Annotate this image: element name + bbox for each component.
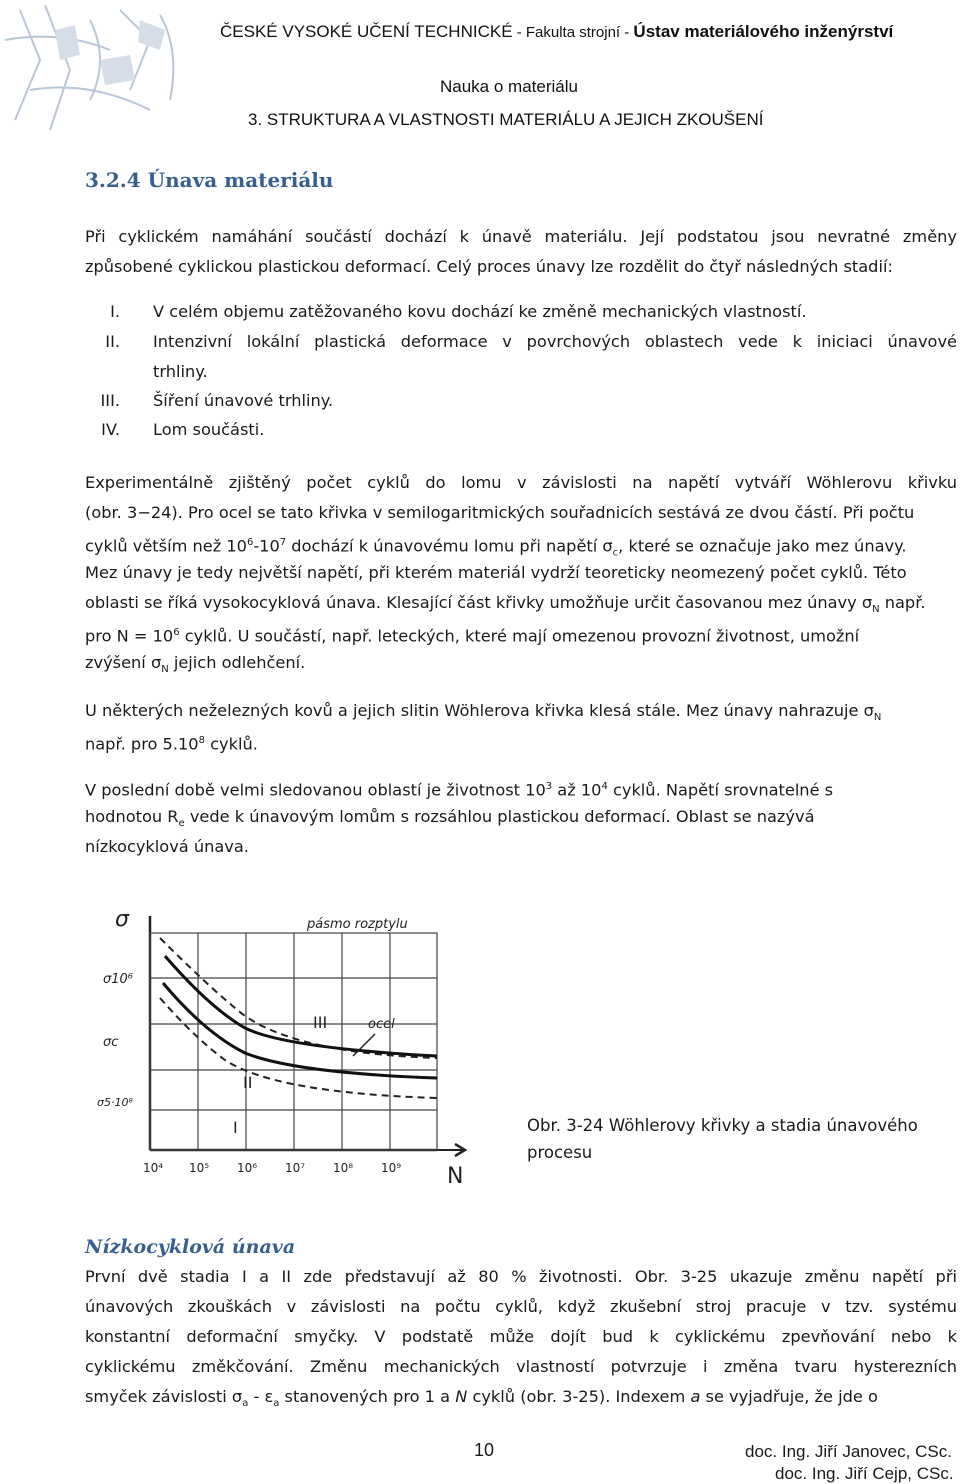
p5-line-2: únavových zkouškách v závislosti na počtu cyklů, když zkušební stroj pracuje v tzv. systému	[85, 1297, 957, 1316]
author-2: doc. Ing. Jiří Cejp, CSc.	[775, 1464, 954, 1483]
x-tick: 10⁶	[237, 1161, 258, 1175]
list-item-text: trhliny.	[153, 362, 208, 381]
p2-line-3: cyklů větším než $10^6-10^7$ dochází k únavovému lomu při napětí $\sigma_c$, které se označuje jako mez únavy.	[85, 536, 907, 559]
nonferrous-paragraph	[85, 696, 957, 756]
list-item-text: Šíření únavové trhliny.	[153, 391, 334, 410]
p2-line-6: pro $N = 10^6$ cyklů. U součástí, např. leteckých, které mají omezenou provozní životnost, umožní	[85, 626, 860, 646]
subsection-title: Nízkocyklová únava	[85, 1236, 296, 1258]
list-item	[85, 332, 957, 360]
region-label: III	[313, 1013, 328, 1032]
header-faculty: - Fakulta strojní -	[512, 24, 634, 41]
caption-line-2: procesu	[527, 1143, 593, 1162]
p2-line-7: zvýšení $\sigma_N$ jejich odlehčení.	[85, 653, 306, 676]
p5-line-5: smyček závislosti $\sigma_a - \varepsilon_a$ stanovených pro 1 a N cyklů (obr. 3-25). Indexem a se vyjadřuje, že jde o	[85, 1387, 878, 1410]
list-item	[85, 362, 957, 390]
list-item-text: V celém objemu zatěžovaného kovu dochází ke změně mechanických vlastností.	[153, 302, 807, 321]
x-tick: 10⁵	[189, 1161, 210, 1175]
wohler-paragraph	[85, 468, 957, 678]
list-item	[85, 391, 957, 419]
y-tick: σc	[103, 1035, 119, 1050]
p5-line-1: První dvě stadia I a II zde představují až 80 % životnosti. Obr. 3-25 ukazuje změnu napětí při	[85, 1267, 957, 1286]
steel-label: ocel	[368, 1017, 395, 1032]
p4-line-2: hodnotou $R_e$ vede k únavovým lomům s rozsáhlou plastickou deformací. Oblast se nazývá	[85, 807, 815, 830]
p3-line-2: např. pro 5.10$^8$ cyklů.	[85, 734, 258, 754]
p5-line-3: konstantní deformační smyčky. V podstatě může dojít bud k cyklickému zpevňování nebo k	[85, 1327, 957, 1346]
lowcycle-paragraph	[85, 1262, 957, 1412]
author-1: doc. Ing. Jiří Janovec, CSc.	[745, 1442, 952, 1461]
list-item-number: III.	[100, 391, 120, 410]
header-university: ČESKÉ VYSOKÉ UČENÍ TECHNICKÉ	[220, 22, 513, 41]
p3-line-1: U některých neželezných kovů a jejich slitin Wöhlerova křivka klesá stále. Mez únavy nahrazuje $\sigma_N$	[85, 701, 882, 724]
y-axis-label: σ	[115, 907, 129, 932]
university-logo	[0, 0, 205, 140]
y-tick: σ10⁶	[103, 972, 133, 987]
header-institute: Ústav materiálového inženýrství	[633, 22, 894, 41]
band-label: pásmo rozptylu	[307, 917, 408, 932]
curve-upper	[165, 956, 437, 1056]
header-institution	[220, 22, 893, 42]
scatter-band-lower	[160, 998, 437, 1098]
list-item-number: IV.	[101, 420, 120, 439]
x-tick: 10⁹	[381, 1161, 402, 1175]
intro-line-2: způsobené cyklickou plastickou deformací. Celý proces únavy lze rozdělit do čtyř následných stadií:	[85, 257, 893, 276]
p2-line-2: (obr. 3−24). Pro ocel se tato křivka v semilogaritmických souřadnicích sestává ze dvou částí. Při počtu	[85, 503, 915, 522]
p4-line-3: nízkocyklová únava.	[85, 837, 249, 856]
region-label: I	[233, 1118, 238, 1137]
list-item-text: Intenzivní lokální plastická deformace v povrchových oblastech vede k iniciaci únavové	[153, 332, 957, 351]
intro-paragraph	[85, 222, 957, 282]
wohler-figure	[85, 888, 485, 1198]
x-tick: 10⁸	[333, 1161, 354, 1175]
p4-line-1: V poslední době velmi sledovanou oblastí je životnost $10^3$ až $10^4$ cyklů. Napětí srovnatelné s	[85, 780, 834, 800]
p2-line-5: oblasti se říká vysokocyklová únava. Klesající část křivky umožňuje určit časovanou mez únavy $\sigma_N$ např.	[85, 593, 926, 616]
list-item-number: II.	[105, 332, 120, 351]
intro-line-1: Při cyklickém namáhání součástí dochází k únavě materiálu. Její podstatou jsou nevratné změny	[85, 227, 957, 246]
figure-caption	[527, 1112, 947, 1166]
p2-line-1: Experimentálně zjištěný počet cyklů do lomu v závislosti na napětí vytváří Wöhlerovu křivku	[85, 473, 957, 492]
list-item-text: Lom součásti.	[153, 420, 265, 439]
page-number: 10	[474, 1440, 495, 1460]
x-axis-label: N	[447, 1164, 464, 1189]
list-item	[85, 420, 957, 448]
p2-line-4: Mez únavy je tedy největší napětí, při kterém materiál vydrží teoreticky neomezený počet cyklů. Této	[85, 563, 907, 582]
list-item-number: I.	[110, 302, 120, 321]
y-tick: σ5·10⁸	[97, 1096, 133, 1109]
list-item	[85, 302, 957, 330]
x-tick: 10⁴	[143, 1161, 164, 1175]
scatter-band-upper	[160, 938, 437, 1058]
lowcycle-intro-paragraph	[85, 772, 957, 862]
header-course: Nauka o materiálu	[440, 77, 578, 96]
caption-line-1: Obr. 3-24 Wöhlerovy křivky a stadia únavového	[527, 1116, 918, 1135]
region-label: II	[243, 1073, 253, 1092]
x-tick: 10⁷	[285, 1161, 306, 1175]
section-title: 3.2.4 Únava materiálu	[85, 168, 334, 192]
header-chapter: 3. STRUKTURA A VLASTNOSTI MATERIÁLU A JEJICH ZKOUŠENÍ	[248, 110, 764, 129]
p5-line-4: cyklickému změkčování. Změnu mechanických vlastností potvrzuje i změna tvaru hysterezních	[85, 1357, 957, 1376]
